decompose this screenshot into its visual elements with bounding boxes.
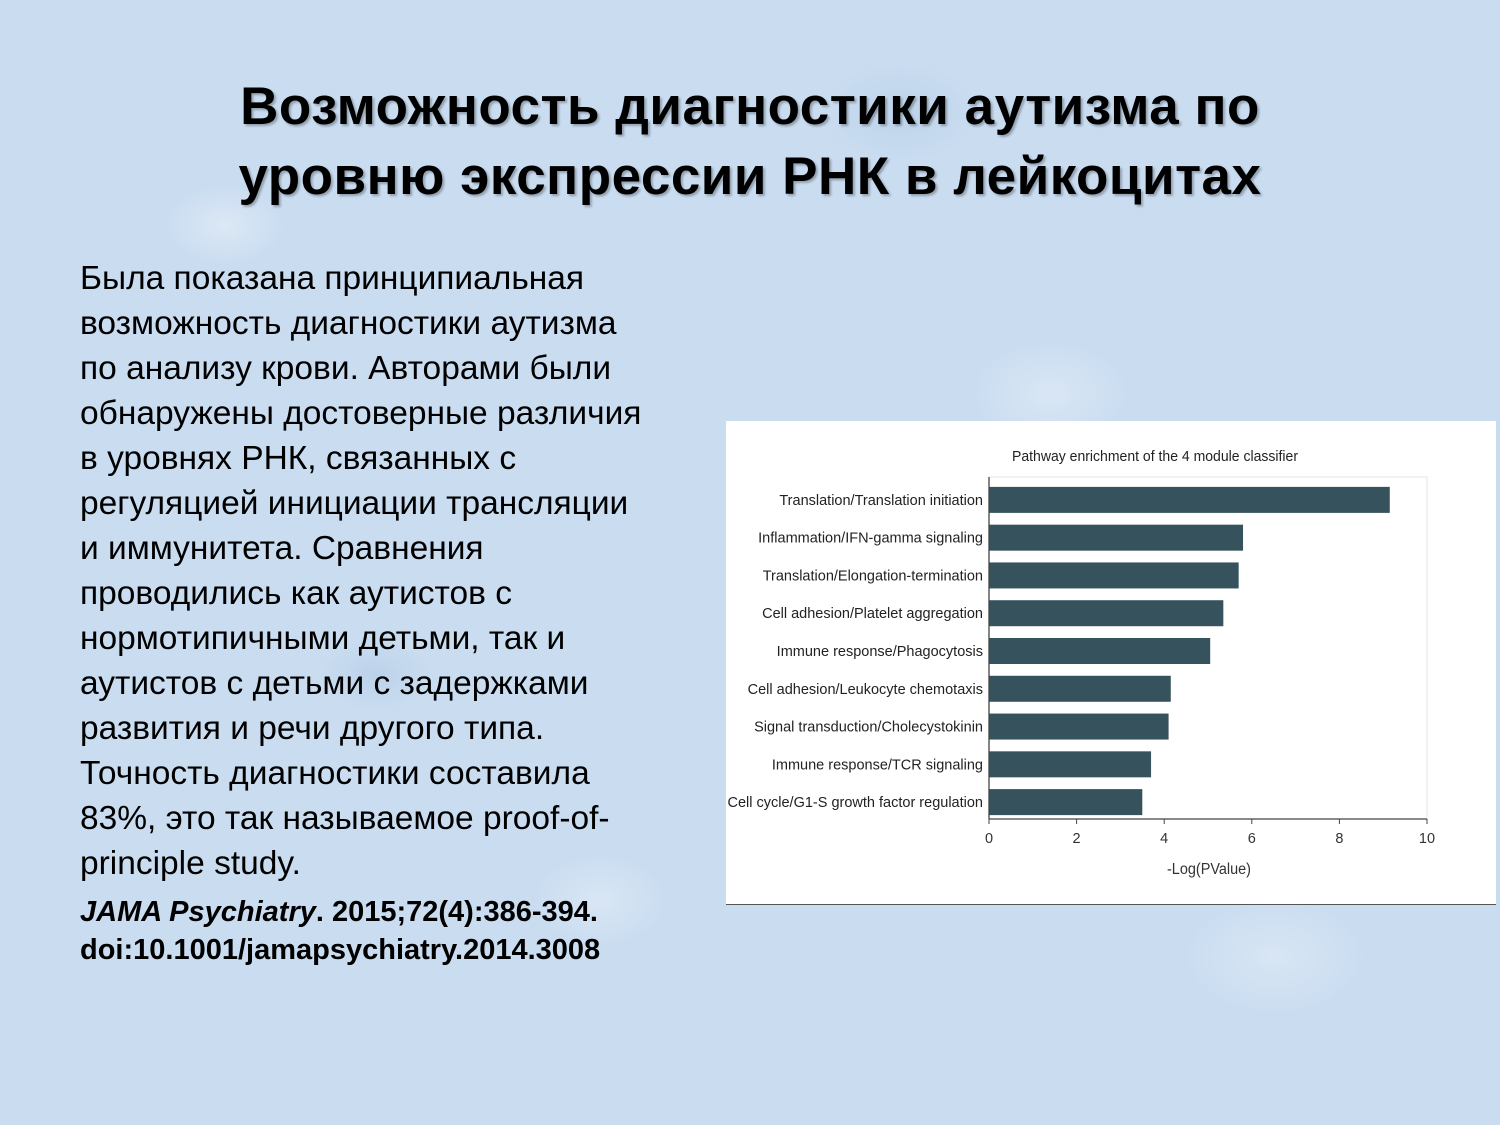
bar <box>989 789 1142 815</box>
citation-doi: doi:10.1001/jamapsychiatry.2014.3008 <box>80 934 601 966</box>
bar <box>989 525 1243 551</box>
citation-details: . 2015;72(4):386-394. <box>315 896 598 928</box>
citation <box>80 893 740 969</box>
category-label: Immune response/TCR signaling <box>771 757 983 774</box>
body-line: нормотипичными детьми, так и <box>80 620 566 657</box>
body-line: возможность диагностики аутизма <box>80 305 617 342</box>
category-label: Immune response/Phagocytosis <box>776 644 983 660</box>
category-label: Translation/Elongation-termination <box>762 568 983 585</box>
category-label: Translation/Translation initiation <box>779 492 983 509</box>
x-tick-label: 6 <box>1247 831 1256 847</box>
body-line: principle study. <box>80 845 301 882</box>
bar <box>989 600 1223 626</box>
citation-journal: JAMA Psychiatry <box>80 896 316 928</box>
body-line: 83%, это так называемое proof-of- <box>80 800 610 837</box>
body-paragraph <box>80 256 720 886</box>
title-line-1: Возможность диагностики аутизма по <box>240 77 1260 136</box>
body-line: Была показана принципиальная <box>80 260 585 297</box>
body-line: развития и речи другого типа. <box>80 710 545 747</box>
slide-title <box>100 72 1400 212</box>
bar <box>989 562 1239 588</box>
body-line: в уровнях РНК, связанных с <box>80 440 517 477</box>
bar <box>989 751 1151 777</box>
x-tick-label: 10 <box>1418 831 1436 847</box>
category-label: Signal transduction/Cholecystokinin <box>754 719 983 736</box>
chart-container <box>726 421 1496 905</box>
body-line: проводились как аутистов с <box>80 575 512 612</box>
body-line: обнаружены достоверные различия <box>80 395 642 432</box>
body-line: Точность диагностики составила <box>80 755 590 792</box>
x-axis-label: -Log(PValue) <box>1167 861 1251 878</box>
citation-line-1 <box>80 893 740 931</box>
body-line: регуляцией инициации трансляции <box>80 485 629 522</box>
body-line: по анализу крови. Авторами были <box>80 350 612 387</box>
bar <box>989 638 1210 664</box>
category-label: Cell adhesion/Platelet aggregation <box>762 606 983 623</box>
category-label: Inflammation/IFN-gamma signaling <box>758 530 983 547</box>
category-label: Cell cycle/G1-S growth factor regulation <box>727 795 983 812</box>
title-line-2: уровню экспрессии РНК в лейкоцитах <box>238 147 1262 206</box>
bar <box>989 487 1390 513</box>
x-tick-label: 8 <box>1335 831 1344 847</box>
x-tick-label: 4 <box>1160 831 1169 847</box>
x-tick-label: 0 <box>984 831 994 847</box>
x-tick-label: 2 <box>1072 831 1081 847</box>
bar <box>989 676 1171 702</box>
bar <box>989 714 1169 740</box>
body-line: и иммунитета. Сравнения <box>80 530 484 567</box>
category-label: Cell adhesion/Leukocyte chemotaxis <box>747 681 983 698</box>
chart-title: Pathway enrichment of the 4 module classifier <box>1012 449 1299 465</box>
bar-chart <box>726 421 1496 904</box>
body-line: аутистов с детьми с задержками <box>80 665 589 702</box>
